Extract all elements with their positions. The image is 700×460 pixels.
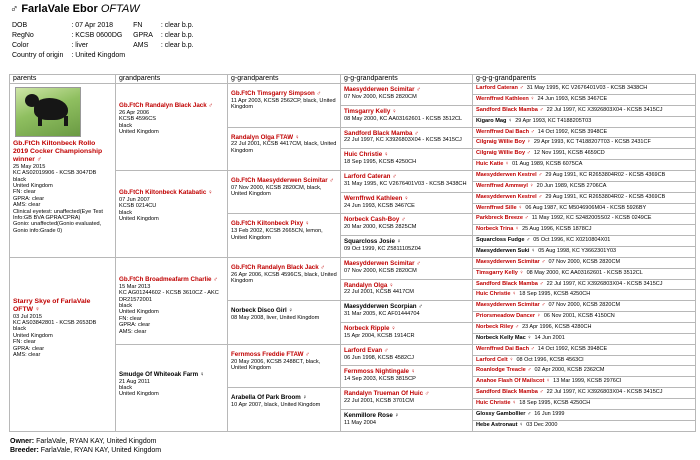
dog-name-link[interactable]: Kenmillore Rose ♀ — [344, 411, 400, 419]
g-g-g-grandparent-cell — [473, 399, 696, 410]
regno-label: RegNo — [12, 32, 34, 39]
dog-details: 26 Apr 2006 — [119, 110, 150, 116]
dog-name-link[interactable]: Sandford Black Mamba ♂ — [476, 106, 544, 113]
g-grandparent-cell — [228, 344, 341, 387]
dog-name-link[interactable]: Anahoe Flash Of Mailscot ♀ — [476, 378, 551, 385]
dog-details: 09 Oct 1999, KC Z5811105Z04 — [344, 246, 421, 253]
g-g-grandparent-cell — [341, 170, 473, 192]
g-g-g-grandparent-entry — [476, 377, 692, 387]
dog-details: 14 Oct 1992, KCSB 3948CE — [537, 345, 608, 352]
g-g-g-grandparent-entry — [476, 280, 692, 290]
g-g-g-grandparent-entry — [476, 117, 692, 127]
dog-name-link[interactable]: Kigaro Mag ♀ — [476, 117, 513, 124]
dog-details: 20 Jun 1989, KCSB 2706CA — [536, 182, 607, 189]
dog-name-link[interactable]: Sandford Black Mamba ♂ — [344, 129, 419, 137]
g-g-grandparent-cell — [341, 214, 473, 236]
dog-details: 11 May 1992, KC S2482005S02 - KCSB 0249CE — [531, 215, 652, 222]
g-g-g-grandparent-cell — [473, 409, 696, 420]
dog-details: 31 Mar 2005, KC AF01444704 — [344, 311, 420, 318]
dog-name-link[interactable]: Maesydderwen Scimitar ♂ — [344, 86, 421, 94]
dog-details: KCSB 0214CU — [119, 203, 157, 210]
g-g-g-grandparent-entry — [476, 84, 692, 94]
dog-name-link[interactable]: Wernffrwd Dai Bach ♂ — [476, 345, 535, 352]
g-g-g-grandparent-cell — [473, 323, 696, 334]
ownership — [10, 437, 161, 455]
g-g-g-grandparent-entry — [476, 214, 692, 224]
grandparent-cell — [116, 170, 228, 257]
g-g-grandparent-cell — [341, 388, 473, 410]
g-g-g-grandparent-entry — [476, 290, 692, 300]
g-g-g-grandparent-cell — [473, 388, 696, 399]
g-g-grandparent-cell — [341, 149, 473, 171]
dog-details: Clinical eyetest: unaffected(Eye Test Info:GB BVA GPRA/CPRA) — [13, 208, 103, 222]
ams-label: AMS — [133, 42, 149, 49]
dog-details: Gonio: unaffected(Gonio evaluated, Gonio info:Grade 0) — [13, 221, 102, 234]
g-g-g-grandparent-entry — [476, 421, 692, 431]
g-grandparent-cell — [228, 388, 341, 432]
dog-details: 22 Jul 2001, KCSB 4417CM, black, United Kingdom — [231, 141, 337, 154]
dog-details: 31 May 1995, KC V2676401V03 - KCSB 3438CH — [344, 180, 467, 187]
g-g-g-grandparent-cell — [473, 366, 696, 377]
dog-details: 21 Aug 2011 — [119, 378, 151, 385]
g-g-g-grandparent-cell — [473, 94, 696, 105]
dog-details: 22 Jul 1997, KC X3926803X04 - KCSB 3415CJ — [546, 389, 663, 396]
g-g-g-grandparent-cell — [473, 149, 696, 160]
dog-details: 06 Aug 1987, KC M5046906M04 - KCSB 5926BY — [525, 204, 647, 211]
dog-details: FN: clear — [13, 189, 36, 196]
g-g-g-grandparent-cell — [473, 333, 696, 344]
g-g-g-grandparent-cell — [473, 181, 696, 192]
dog-name-link[interactable]: Cilgraig Willie Boy ♂ — [476, 150, 531, 157]
dog-details: 03 Jul 2015 — [13, 313, 42, 320]
g-g-g-grandparent-entry — [476, 149, 692, 159]
g-g-g-grandparent-entry — [476, 160, 692, 170]
dog-details: 29 Aug 1991, KC R2653804R02 - KCSB 4369CB — [545, 193, 666, 200]
dog-name-link[interactable]: Maesydderwen Kestrel ♂ — [476, 193, 543, 200]
g-g-g-grandparent-entry — [476, 247, 692, 257]
dog-details: 20 May 2006, KCSB 2488CT, black, United Kingdom — [231, 358, 321, 372]
dog-name-link[interactable]: Gb.FtCh Kiltonbeck Katabatic ♀ — [119, 188, 213, 196]
g-g-g-grandparent-cell — [473, 279, 696, 290]
dog-details: United Kingdom — [119, 216, 159, 223]
g-g-g-grandparent-entry — [476, 171, 692, 181]
dog-details: black — [13, 326, 27, 333]
dog-details: 02 Apr 2000, KCSB 2362CM — [534, 367, 605, 374]
dog-details: 11 Apr 2003, KCSB 2562CP, black, United Kingdom — [231, 98, 336, 111]
g-g-g-grandparent-cell — [473, 236, 696, 247]
dog-name-link[interactable]: Gb.FtCh Randalyn Black Jack ♂ — [231, 263, 326, 271]
dog-details: 24 Jun 1993, KCSB 3467CE — [344, 202, 415, 209]
dog-details: 24 Jun 1993, KCSB 3467CE — [537, 95, 608, 102]
g-g-grandparent-cell — [341, 344, 473, 366]
dog-name-link[interactable]: Gb.FtCh Kiltonbeck Pixy ♀ — [231, 220, 310, 228]
dog-details: 14 Jun 2001 — [534, 334, 565, 341]
dog-details: 22 Jul 2001, KCSB 3701CM — [344, 398, 414, 405]
breeder-label: Breeder: — [10, 447, 39, 454]
g-g-g-grandparent-cell — [473, 84, 696, 95]
dog-details: 22 Jul 1997, KC X3926803X04 - KCSB 3415CJ — [546, 106, 663, 113]
g-g-g-grandparent-entry — [476, 301, 692, 311]
dog-details: 15 Mar 2013 — [119, 283, 151, 290]
dog-details: 18 Sep 1995, KCSB 4250CH — [519, 291, 591, 298]
g-g-g-grandparent-entry — [476, 138, 692, 148]
dog-name: FarlaVale Ebor — [21, 3, 98, 15]
dog-name-link[interactable]: Gb.FtCh Randalyn Black Jack ♂ — [119, 102, 214, 110]
g-g-g-grandparent-cell — [473, 170, 696, 181]
dog-name-link[interactable]: Wernffrwd Ammwyl ♀ — [476, 182, 534, 189]
gpra-value: : clear b.p. — [160, 32, 194, 39]
g-g-g-grandparent-cell — [473, 105, 696, 116]
dog-name-link[interactable]: Glossy Gambollier ♂ — [476, 410, 532, 417]
ams-value: : clear b.p. — [160, 42, 194, 49]
g-g-g-grandparent-cell — [473, 214, 696, 225]
dog-details: 16 Jun 1999 — [534, 410, 565, 417]
g-g-g-grandparent-entry — [476, 345, 692, 355]
dog-name-link[interactable]: Hebe Astronaut ♀ — [476, 421, 524, 428]
g-g-g-grandparent-entry — [476, 225, 692, 235]
dog-details: 13 Mar 1999, KCSB 2976CI — [553, 378, 622, 385]
dog-name-link[interactable]: Sandford Black Mamba ♂ — [476, 280, 544, 287]
dog-details: 08 May 2008, liver, United Kingdom — [231, 315, 320, 322]
dog-details: 05 Aug 1998, KC Y3662301Y03 — [538, 248, 617, 254]
dog-details: 25 Aug 1996, KCSB 1878CJ — [522, 226, 592, 233]
dog-title — [10, 3, 140, 16]
dog-details: 23 Apr 1996, KCSB 4280CH — [522, 324, 592, 331]
grandparent-cell — [116, 84, 228, 171]
g-g-g-grandparent-cell — [473, 420, 696, 431]
dog-details: 07 Nov 2000, KCSB 2820CM — [548, 258, 621, 265]
owner-value: FarlaVale, RYAN KAY, United Kingdom — [36, 438, 157, 445]
dog-details: 29 Apr 1993, KC T4188205T03 — [515, 117, 592, 124]
dog-details: 20 Mar 2000, KCSB 2825CM — [344, 224, 417, 231]
dog-details: black — [119, 122, 133, 129]
g-g-grandparent-cell — [341, 301, 473, 323]
dog-details: 07 Nov 2000, KCSB 2820CM — [548, 302, 621, 309]
dog-details: GPRA: clear — [119, 322, 151, 329]
dog-name-link[interactable]: Huic Christie ♀ — [476, 291, 517, 298]
dog-name-link[interactable]: Maesydderwen Scorpian ♂ — [344, 303, 423, 311]
dog-name-link[interactable]: Maesydderwen Scimitar ♂ — [344, 259, 421, 267]
gpra-label: GPRA — [133, 32, 153, 39]
dog-details: black — [119, 385, 133, 392]
g-g-g-grandparent-entry — [476, 410, 692, 420]
dog-details: black — [119, 302, 133, 309]
g-g-g-grandparent-entry — [476, 182, 692, 192]
dog-details: 07 Nov 2000, KCSB 2820CM — [344, 94, 417, 100]
dog-name-link[interactable]: Fernmoss Nightingale ♀ — [344, 368, 416, 376]
g-grandparent-cell — [228, 257, 341, 300]
g-g-g-grandparent-cell — [473, 344, 696, 355]
dog-details: United Kingdom — [119, 129, 159, 136]
dog-details: 05 Oct 1996, KC X0210804X01 — [533, 237, 611, 244]
dog-details: 14 Oct 1992, KCSB 3948CE — [537, 128, 608, 135]
dog-name-link[interactable]: Fernmoss Freddie FTAW ♂ — [231, 350, 310, 358]
dog-name-link[interactable]: Randalyn Olga ♀ — [344, 281, 394, 289]
col-g-g-grandparents: g-g-grandparents — [341, 75, 473, 84]
g-g-grandparent-cell — [341, 323, 473, 345]
parent-cell — [10, 257, 116, 431]
dog-name-link[interactable]: Randalyn Olga FTAW ♀ — [231, 133, 300, 141]
grandparent-cell — [116, 344, 228, 431]
g-g-g-grandparent-cell — [473, 257, 696, 268]
g-g-g-grandparent-entry — [476, 323, 692, 333]
fn-label: FN — [133, 22, 143, 29]
g-g-grandparent-cell — [341, 257, 473, 279]
g-g-g-grandparent-cell — [473, 355, 696, 366]
dog-name-link[interactable]: Timsgarry Kelly ♀ — [476, 269, 524, 276]
dog-details: AMS: clear — [119, 328, 147, 335]
dog-details: 10 Apr 2007, black, United Kingdom — [231, 402, 321, 409]
g-g-g-grandparent-entry — [476, 366, 692, 376]
pedigree-header-row — [10, 75, 696, 84]
dog-name-link[interactable]: Maesydderwen Scimitar ♂ — [476, 302, 546, 309]
dog-name-link[interactable]: Wernffrwd Sille ♀ — [476, 204, 523, 211]
dog-details: 15 Apr 2004, KCSB 1914CR — [344, 332, 415, 339]
g-g-g-grandparent-entry — [476, 356, 692, 366]
dog-details: 07 Nov 2000, KCSB 2820CM — [344, 267, 417, 274]
dog-details: 22 Jul 1997, KC X3926803X04 - KCSB 3415CJ — [344, 137, 462, 144]
dob-label: DOB — [12, 22, 28, 29]
g-g-g-grandparent-cell — [473, 116, 696, 127]
dog-name-link[interactable]: Maesydderwen Suki ♀ — [476, 248, 536, 254]
dog-details: KC AG01244602 - KCSB 3610CZ - AKC DR21572001 — [119, 290, 219, 303]
dog-name-link[interactable]: Squarcloss Fudge ♂ — [476, 237, 531, 244]
g-g-g-grandparent-cell — [473, 301, 696, 312]
dog-name-link[interactable]: Wernffrwd Kathleen ♀ — [344, 194, 409, 202]
g-g-grandparent-cell — [341, 192, 473, 214]
g-grandparent-cell — [228, 301, 341, 344]
dog-details: 11 May 2004 — [344, 419, 376, 426]
dog-name-link[interactable]: Parkbreck Breeze ♂ — [476, 215, 529, 222]
dog-details: United Kingdom — [119, 309, 159, 316]
dog-details: 26 Apr 2006, KCSB 4596CS, black, United Kingdom — [231, 271, 337, 285]
dog-details: 08 May 2000, KC AA03162601 - KCSB 3512CL — [344, 115, 463, 122]
g-g-grandparent-cell — [341, 127, 473, 149]
dog-photo[interactable] — [15, 87, 81, 137]
dog-details: 12 Nov 1991, KCSB 4659CD — [533, 150, 605, 157]
g-grandparent-cell — [228, 84, 341, 127]
dog-details: KC AS02019906 - KCSB 3047DB — [13, 170, 97, 177]
dog-name-link[interactable]: Larford Evan ♂ — [344, 346, 389, 354]
color-value: : liver — [71, 42, 89, 49]
g-g-g-grandparent-entry — [476, 399, 692, 409]
dog-name-link[interactable]: Arabella Of Park Broom ♀ — [231, 394, 308, 402]
dog-name-link[interactable]: Randalyn Trueman Of Huic ♂ — [344, 390, 430, 398]
dog-name-link[interactable]: Maesydderwen Scimitar ♂ — [476, 258, 546, 265]
dog-name-link[interactable]: Gb.FtCh Maesydderwen Scimitar ♂ — [231, 176, 334, 184]
dog-name-link[interactable]: Huic Christie ♀ — [476, 400, 517, 407]
dog-details: AMS: clear — [13, 352, 41, 359]
dog-name-link[interactable]: Norbeck Riley ♂ — [476, 324, 520, 331]
dog-name-link[interactable]: Sandford Black Mamba ♂ — [476, 389, 544, 396]
dog-name-link[interactable]: Maesydderwen Kestrel ♂ — [476, 171, 543, 178]
dog-name-link[interactable]: Larford Cateran ♂ — [476, 85, 524, 92]
dog-name-link[interactable]: Wernffrwd Dai Bach ♂ — [476, 128, 535, 135]
origin-label: Country of origin — [12, 52, 64, 59]
dog-name-link[interactable]: Huic Christie ♀ — [344, 151, 389, 159]
dog-details: FN: clear — [119, 315, 142, 322]
dog-details: 22 Jul 2001, KCSB 4417CM — [344, 289, 414, 296]
g-g-g-grandparent-entry — [476, 334, 692, 344]
dog-name-link[interactable]: Norbeck Ripple ♀ — [344, 325, 396, 333]
g-g-g-grandparent-cell — [473, 225, 696, 236]
g-g-g-grandparent-cell — [473, 247, 696, 258]
dog-details: 14 Sep 2003, KCSB 3815CP — [344, 376, 416, 383]
dog-name-link[interactable]: Norbeck Disco Girl ♀ — [231, 307, 294, 315]
g-g-g-grandparent-cell — [473, 203, 696, 214]
pedigree-row — [10, 257, 696, 268]
dog-suffix: OFTAW — [100, 3, 140, 15]
dog-name-link[interactable]: Cilgraig Willie Boy ♀ — [476, 139, 531, 146]
g-g-g-grandparent-entry — [476, 269, 692, 279]
dog-details: 18 Sep 1995, KCSB 4250CH — [344, 159, 417, 166]
dog-name-link[interactable]: Gb.FtCh Broadmeafarm Charlie ♂ — [119, 275, 218, 283]
parent-cell — [10, 84, 116, 258]
dog-details: GPRA: clear — [13, 195, 45, 202]
dog-details: 06 Jun 1998, KCSB 4582CJ — [344, 354, 414, 361]
g-g-grandparent-cell — [341, 236, 473, 258]
g-g-grandparent-cell — [341, 409, 473, 431]
dog-details: 31 May 1995, KC V2676401V03 - KCSB 3438CH — [526, 85, 648, 92]
dog-details: 01 Aug 1989, KCSB 6075CA — [512, 161, 583, 168]
g-g-g-grandparent-cell — [473, 312, 696, 323]
g-grandparent-cell — [228, 127, 341, 170]
dog-details: 29 Aug 1991, KC R2653804R02 - KCSB 4369CB — [545, 171, 666, 178]
dog-details: 22 Jul 1997, KC X3926803X04 - KCSB 3415CJ — [546, 280, 663, 287]
g-g-g-grandparent-entry — [476, 258, 692, 268]
dog-details: 08 May 2000, KC AA03162601 - KCSB 3512CL — [526, 269, 643, 276]
g-g-g-grandparent-cell — [473, 192, 696, 203]
g-g-g-grandparent-entry — [476, 236, 692, 246]
dog-name-link[interactable]: Norbeck Cash-Boy ♂ — [344, 216, 406, 224]
g-g-g-grandparent-cell — [473, 127, 696, 138]
grandparent-cell — [116, 257, 228, 344]
fn-value: : clear b.p. — [160, 22, 194, 29]
dog-name-link[interactable]: Gb.FtCh Timsgarry Simpson ♂ — [231, 90, 322, 98]
dog-details: FN: clear — [13, 339, 36, 346]
dog-details: GPRA: clear — [13, 345, 45, 352]
g-g-g-grandparent-cell — [473, 160, 696, 171]
sex-symbol: ♂ — [10, 3, 19, 15]
dog-name-link[interactable]: Gb.FtCh Kiltonbeck Rollo 2019 Cocker Championship winner ♂ — [13, 140, 103, 163]
g-g-grandparent-cell — [341, 279, 473, 301]
color-label: Color — [12, 42, 29, 49]
pedigree-row — [10, 84, 696, 95]
dog-details: AMS: clear — [13, 202, 41, 209]
dog-name-link[interactable]: Roanlodge Treacle ♂ — [476, 367, 532, 374]
dog-name-link[interactable]: Wernffrwd Kathleen ♀ — [476, 95, 535, 102]
dog-details: KCSB 4596CS — [119, 116, 157, 123]
dog-info — [10, 20, 202, 62]
dog-name-link[interactable]: Norbeck Kelly Mac ♀ — [476, 334, 532, 341]
g-g-g-grandparent-entry — [476, 95, 692, 105]
g-g-g-grandparent-entry — [476, 204, 692, 214]
dob-value: : 07 Apr 2018 — [71, 22, 114, 29]
regno-value: : KCSB 0600DG — [71, 32, 123, 39]
col-grandparents: grandparents — [116, 75, 228, 84]
dog-details: 29 Apr 1993, KC T4188207T03 - KCSB 2431CF — [533, 139, 651, 146]
dog-details: United Kingdom — [13, 332, 53, 339]
dog-name-link[interactable]: Larford Celt ♀ — [476, 356, 514, 363]
g-g-g-grandparent-entry — [476, 106, 692, 116]
dog-details: 25 May 2015 — [13, 163, 46, 170]
g-g-grandparent-cell — [341, 84, 473, 106]
dog-details: 18 Sep 1995, KCSB 4250CH — [519, 400, 591, 407]
breeder-value: FarlaVale, RYAN KAY, United Kingdom — [40, 447, 162, 454]
dog-name-link[interactable]: Timsgarry Kelly ♀ — [344, 107, 397, 115]
dog-name-link[interactable]: Smudge Of Whiteoak Farm ♀ — [119, 370, 205, 378]
dog-details: 08 Oct 1996, KCSB 4563CI — [516, 356, 584, 363]
dog-details: 03 Dec 2000 — [526, 421, 558, 428]
g-g-grandparent-cell — [341, 366, 473, 388]
g-grandparent-cell — [228, 170, 341, 213]
dog-details: 07 Jun 2007 — [119, 196, 150, 203]
dog-details: 06 Nov 2001, KCSB 4150CN — [543, 313, 615, 320]
g-g-g-grandparent-cell — [473, 290, 696, 301]
dog-name-link[interactable]: Priorsmeadow Dancer ♀ — [476, 313, 541, 320]
dog-details: 13 Feb 2002, KCSB 2665CN, lemon, United Kingdom — [231, 228, 323, 241]
g-g-g-grandparent-cell — [473, 377, 696, 388]
g-g-g-grandparent-entry — [476, 128, 692, 138]
col-g-g-g-grandparents: g-g-g-grandparents — [473, 75, 696, 84]
dog-details: KC AS03842801 - KCSB 2653DB — [13, 320, 97, 327]
dog-details: black — [13, 176, 27, 183]
col-parents: parents — [10, 75, 116, 84]
g-g-g-grandparent-cell — [473, 268, 696, 279]
dog-name-link[interactable]: Norbeck Trina ♀ — [476, 226, 520, 233]
dog-name-link[interactable]: Starry Skye of FarlaVale OFTW ♀ — [13, 297, 91, 313]
g-grandparent-cell — [228, 214, 341, 257]
dog-details: United Kingdom — [119, 391, 159, 398]
pedigree-table — [9, 74, 696, 432]
g-g-g-grandparent-entry — [476, 193, 692, 203]
dog-name-link[interactable]: Squarcloss Josie ♀ — [344, 238, 402, 246]
col-g-grandparents: g-grandparents — [228, 75, 341, 84]
dog-name-link[interactable]: Larford Cateran ♂ — [344, 172, 397, 180]
owner-label: Owner: — [10, 438, 35, 445]
dog-details: 07 Nov 2000, KCSB 2820CM, black, United Kingdom — [231, 184, 322, 198]
g-g-g-grandparent-entry — [476, 388, 692, 398]
dog-name-link[interactable]: Huic Katie ♀ — [476, 161, 510, 168]
g-g-g-grandparent-entry — [476, 312, 692, 322]
g-g-g-grandparent-cell — [473, 138, 696, 149]
dog-details: black — [119, 209, 133, 216]
dog-details: United Kingdom — [13, 183, 53, 189]
g-g-grandparent-cell — [341, 105, 473, 127]
origin-value: : United Kingdom — [71, 52, 126, 59]
